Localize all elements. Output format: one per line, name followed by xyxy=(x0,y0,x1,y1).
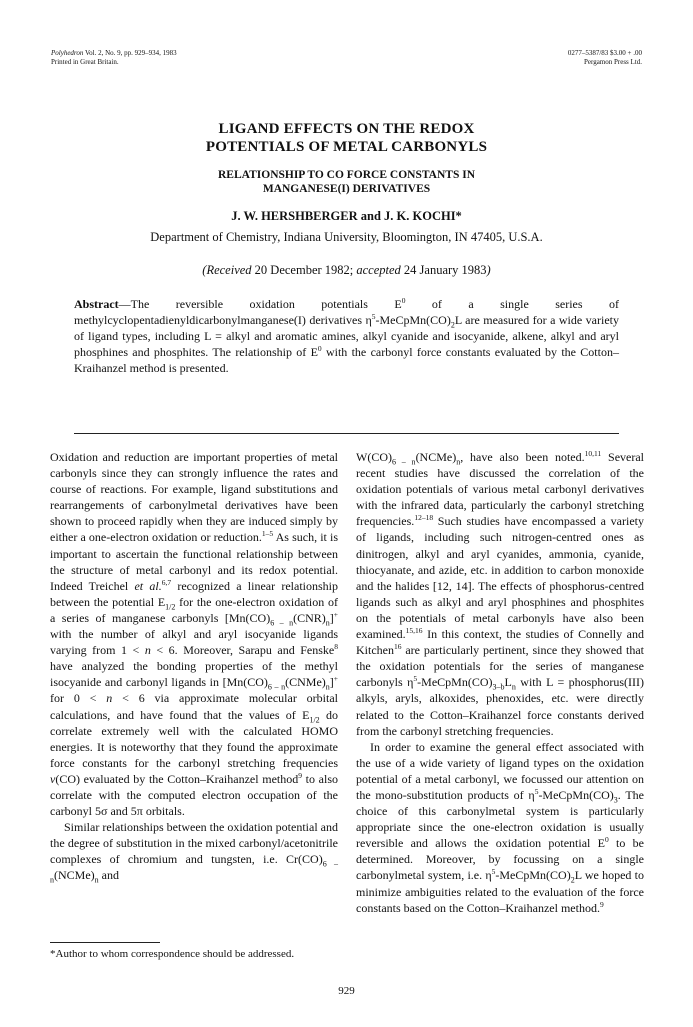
text-run: Oxidation and reduction are important properties of metal carbonyls since they can strongly influence the rates and course of reactions. For example, ligand substitutions and rearrangements of carbonylmetal derivatives have been shown to proceed rapidly when they are induced simply by either a one-electron oxidation or reduction. xyxy=(50,450,338,545)
abstract-sup-1: 0 xyxy=(401,296,406,305)
text-run: < 6 via approximate molecular orbital calculations, and have found that the values of E xyxy=(50,691,338,722)
subscript: n xyxy=(456,457,461,467)
citation-ref: 12–18 xyxy=(414,513,434,523)
subtitle-line-2: MANGANESE(I) DERIVATIVES xyxy=(262,183,431,195)
subscript: 1/2 xyxy=(165,602,176,612)
running-header-left xyxy=(51,49,177,67)
text-run: (CNR) xyxy=(293,610,326,625)
subscript: n xyxy=(94,875,99,885)
text-run: < 6. Moreover, Sarapu and Fenske xyxy=(150,643,335,658)
received-dates: (Received 20 December 1982; accepted 24 January 1983) xyxy=(202,263,491,277)
superscript: 0 xyxy=(605,835,609,845)
received-label: Received xyxy=(206,263,252,277)
text-run: L we hoped to minimize ambiguities related to the evaluation of the force constants based on the Cotton–Kraihanzel method. xyxy=(356,868,644,915)
printed-in: Printed in Great Britain. xyxy=(51,58,119,66)
abstract-text-4: L are measured for a wide variety of ligand types, including L = alkyl and aromatic amines, alkyl cyanide and isocyanide, alkene, alkyl and aryl phosphines and phosphites. The relationship of E xyxy=(74,313,619,359)
paragraph-1 xyxy=(50,449,338,819)
text-run: Several recent studies have discussed the correlation of the oxidation potentials of various metal carbonyl derivatives with the infrared data, particularly the carbonyl stretching frequencies. xyxy=(356,450,645,529)
text-run: for 0 < xyxy=(50,691,107,706)
text-italic: n xyxy=(106,691,113,706)
title-line-2: POTENTIALS OF METAL CARBONYLS xyxy=(205,139,488,155)
subscript: 2 xyxy=(570,875,575,885)
text-run: and xyxy=(98,868,119,883)
citation-ref: 9 xyxy=(298,770,302,780)
subscript: 3 xyxy=(613,795,618,805)
body-column-left xyxy=(50,449,338,884)
accepted-label: accepted xyxy=(356,263,401,277)
citation-ref: 10,11 xyxy=(584,449,602,458)
text-run: In this context, the studies of Connelly and Kitchen xyxy=(356,627,644,658)
text-run: to also correlate with the computed electron occupation of the carbonyl 5σ and 5π orbitals. xyxy=(50,771,338,819)
text-run: (CO) evaluated by the Cotton–Kraihanzel method xyxy=(55,771,299,786)
text-run: (CNMe) xyxy=(285,675,326,690)
abstract-sup-2: 5 xyxy=(371,312,376,321)
subscript: 1/2 xyxy=(309,714,320,724)
text-run: (NCMe) xyxy=(54,868,95,883)
text-italic: n xyxy=(144,643,151,658)
abstract xyxy=(74,296,619,376)
abstract-sub-1: 2 xyxy=(450,320,455,330)
text-run: L xyxy=(504,675,512,690)
paragraph-3 xyxy=(356,449,644,739)
text-run: recognized a linear relationship between the potential E xyxy=(50,578,339,609)
text-run: have analyzed the bonding properties of the methyl isocyanide and carbonyl ligands in [Mn(CO) xyxy=(50,659,338,690)
citation-ref: 16 xyxy=(394,642,402,652)
text-run: -MeCpMn(CO) xyxy=(538,787,614,802)
citation-ref: 15,16 xyxy=(405,626,423,636)
superscript: 5 xyxy=(413,674,418,684)
abstract-text-1: —The reversible oxidation potentials E xyxy=(118,297,402,311)
text-run: Such studies have encompassed a variety of ligands, including such nitrogen-centred ones as dinitrogen, alkyl and aryl cyanides, ammonia, cyanide, thiocyanate, and azide, etc. in addition to carbon monoxide and the halides [12, 14]. The effects of phosphorus-centred ligands such as alkyl and aryl phosphines and phosphites on the potentials of metal carbonyls have also been examined. xyxy=(356,514,644,642)
text-run: do correlate extremely well with the calculated HOMO energies. It is noteworthy that they found the approximate force constants for the carbonyl stretching frequencies xyxy=(50,707,339,770)
accepted-date: 24 January 1983 xyxy=(400,263,487,277)
text-run: are particularly pertinent, since they showed that the oxidation potentials for the series of manganese carbonyls η xyxy=(356,643,644,690)
text-run: Similar relationships between the oxidation potential and the degree of substitution in the mixed carbonyl/acetonitrile complexes of chromium and tungsten, i.e. Cr(CO) xyxy=(50,820,338,867)
text-run: ] xyxy=(329,610,334,625)
text-run: -MeCpMn(CO) xyxy=(417,675,493,690)
citation-ref: 6,7 xyxy=(161,577,172,587)
running-header-right xyxy=(568,49,642,67)
text-run: , have also been noted. xyxy=(460,450,585,464)
text-run: As such, it is important to ascertain the functional relationship between the structure of metal carbonyl and its redox potential. Indeed Treichel xyxy=(50,530,338,593)
title-line-1: LIGAND EFFECTS ON THE REDOX xyxy=(218,121,475,137)
text-run: with L = phosphorus(III) alkyls, aryls, alkoxides, phenoxides, etc. were directly related to the Cotton–Kraihanzel force constants derived from the carbonyl stretching frequencies. xyxy=(356,675,644,738)
abstract-sup-3: 0 xyxy=(317,344,322,353)
subscript: n xyxy=(511,682,516,692)
authors: J. W. HERSHBERGER and J. K. KOCHI* xyxy=(231,209,462,223)
text-run: -MeCpMn(CO) xyxy=(495,868,571,883)
text-run: to be determined. Moreover, by focussing on a single carbonylmetal system, i.e. η xyxy=(356,836,644,883)
subscript: n xyxy=(325,682,330,692)
text-run: ] xyxy=(329,675,334,690)
page-number: 929 xyxy=(338,985,355,997)
body-column-right xyxy=(356,449,644,916)
abstract-divider xyxy=(74,433,619,434)
subscript: 6 – n xyxy=(270,618,294,628)
text-run: for the one-electron oxidation of a series of manganese carbonyls [Mn(CO) xyxy=(50,594,338,625)
citation-ref: 1–5 xyxy=(261,529,274,539)
text-italic: v xyxy=(50,771,56,786)
subscript: 6 – n xyxy=(50,859,339,885)
text-run: . The choice of this carbonylmetal system is particularly appropriate since the one-electron oxidation is usually reversible and allows the oxidation potential E xyxy=(356,787,644,851)
text-run: In order to examine the general effect associated with the use of a wide variety of ligand types on the oxidation potential of a metal carbonyl, we focussed our attention on the mono-substitution products of η xyxy=(356,739,644,802)
abstract-label: Abstract xyxy=(74,297,119,311)
affiliation: Department of Chemistry, Indiana University, Bloomington, IN 47405, U.S.A. xyxy=(150,230,543,244)
superscript: 5 xyxy=(534,786,539,796)
paragraph-4 xyxy=(356,739,644,916)
subscript: 6 – n xyxy=(392,457,416,467)
received-date: 20 December 1982; xyxy=(251,263,357,277)
abstract-text-2: of a single series of methylcyclopentadienyldicarbonylmanganese(I) derivatives η xyxy=(74,297,619,327)
article-title xyxy=(0,120,693,156)
footnote: *Author to whom correspondence should be addressed. xyxy=(50,948,295,960)
subscript: 6 – n xyxy=(267,682,286,692)
subscript: n xyxy=(325,618,330,628)
subscript: 3–b xyxy=(492,682,505,692)
text-run: with the number of alkyl and aryl isocyanide ligands varying from 1 < xyxy=(50,627,338,658)
paragraph-2 xyxy=(50,819,338,883)
journal-issue: Vol. 2, No. 9, pp. 929–934, 1983 xyxy=(83,49,177,57)
article-code: 0277–5387/83 $3.00 + .00 xyxy=(567,49,642,57)
citation-ref: 9 xyxy=(599,899,604,909)
superscript: 5 xyxy=(491,867,496,877)
superscript: + xyxy=(333,674,339,684)
superscript: + xyxy=(333,609,339,619)
text-run: W(CO) xyxy=(356,450,392,464)
citation-ref: 8 xyxy=(334,642,339,652)
article-subtitle xyxy=(0,168,693,196)
text-italic: et al. xyxy=(134,578,162,593)
text-run: (NCMe) xyxy=(415,450,457,464)
abstract-text-3: -MeCpMn(CO) xyxy=(375,313,451,327)
subtitle-line-1: RELATIONSHIP TO CO FORCE CONSTANTS IN xyxy=(218,169,475,181)
journal-citation xyxy=(51,49,177,58)
footnote-divider xyxy=(50,942,160,943)
journal-name: Polyhedron xyxy=(51,49,84,57)
abstract-text-5: with the carbonyl force constants evaluated by the Cotton–Kraihanzel method is presented. xyxy=(74,345,619,375)
publisher: Pergamon Press Ltd. xyxy=(583,58,642,66)
